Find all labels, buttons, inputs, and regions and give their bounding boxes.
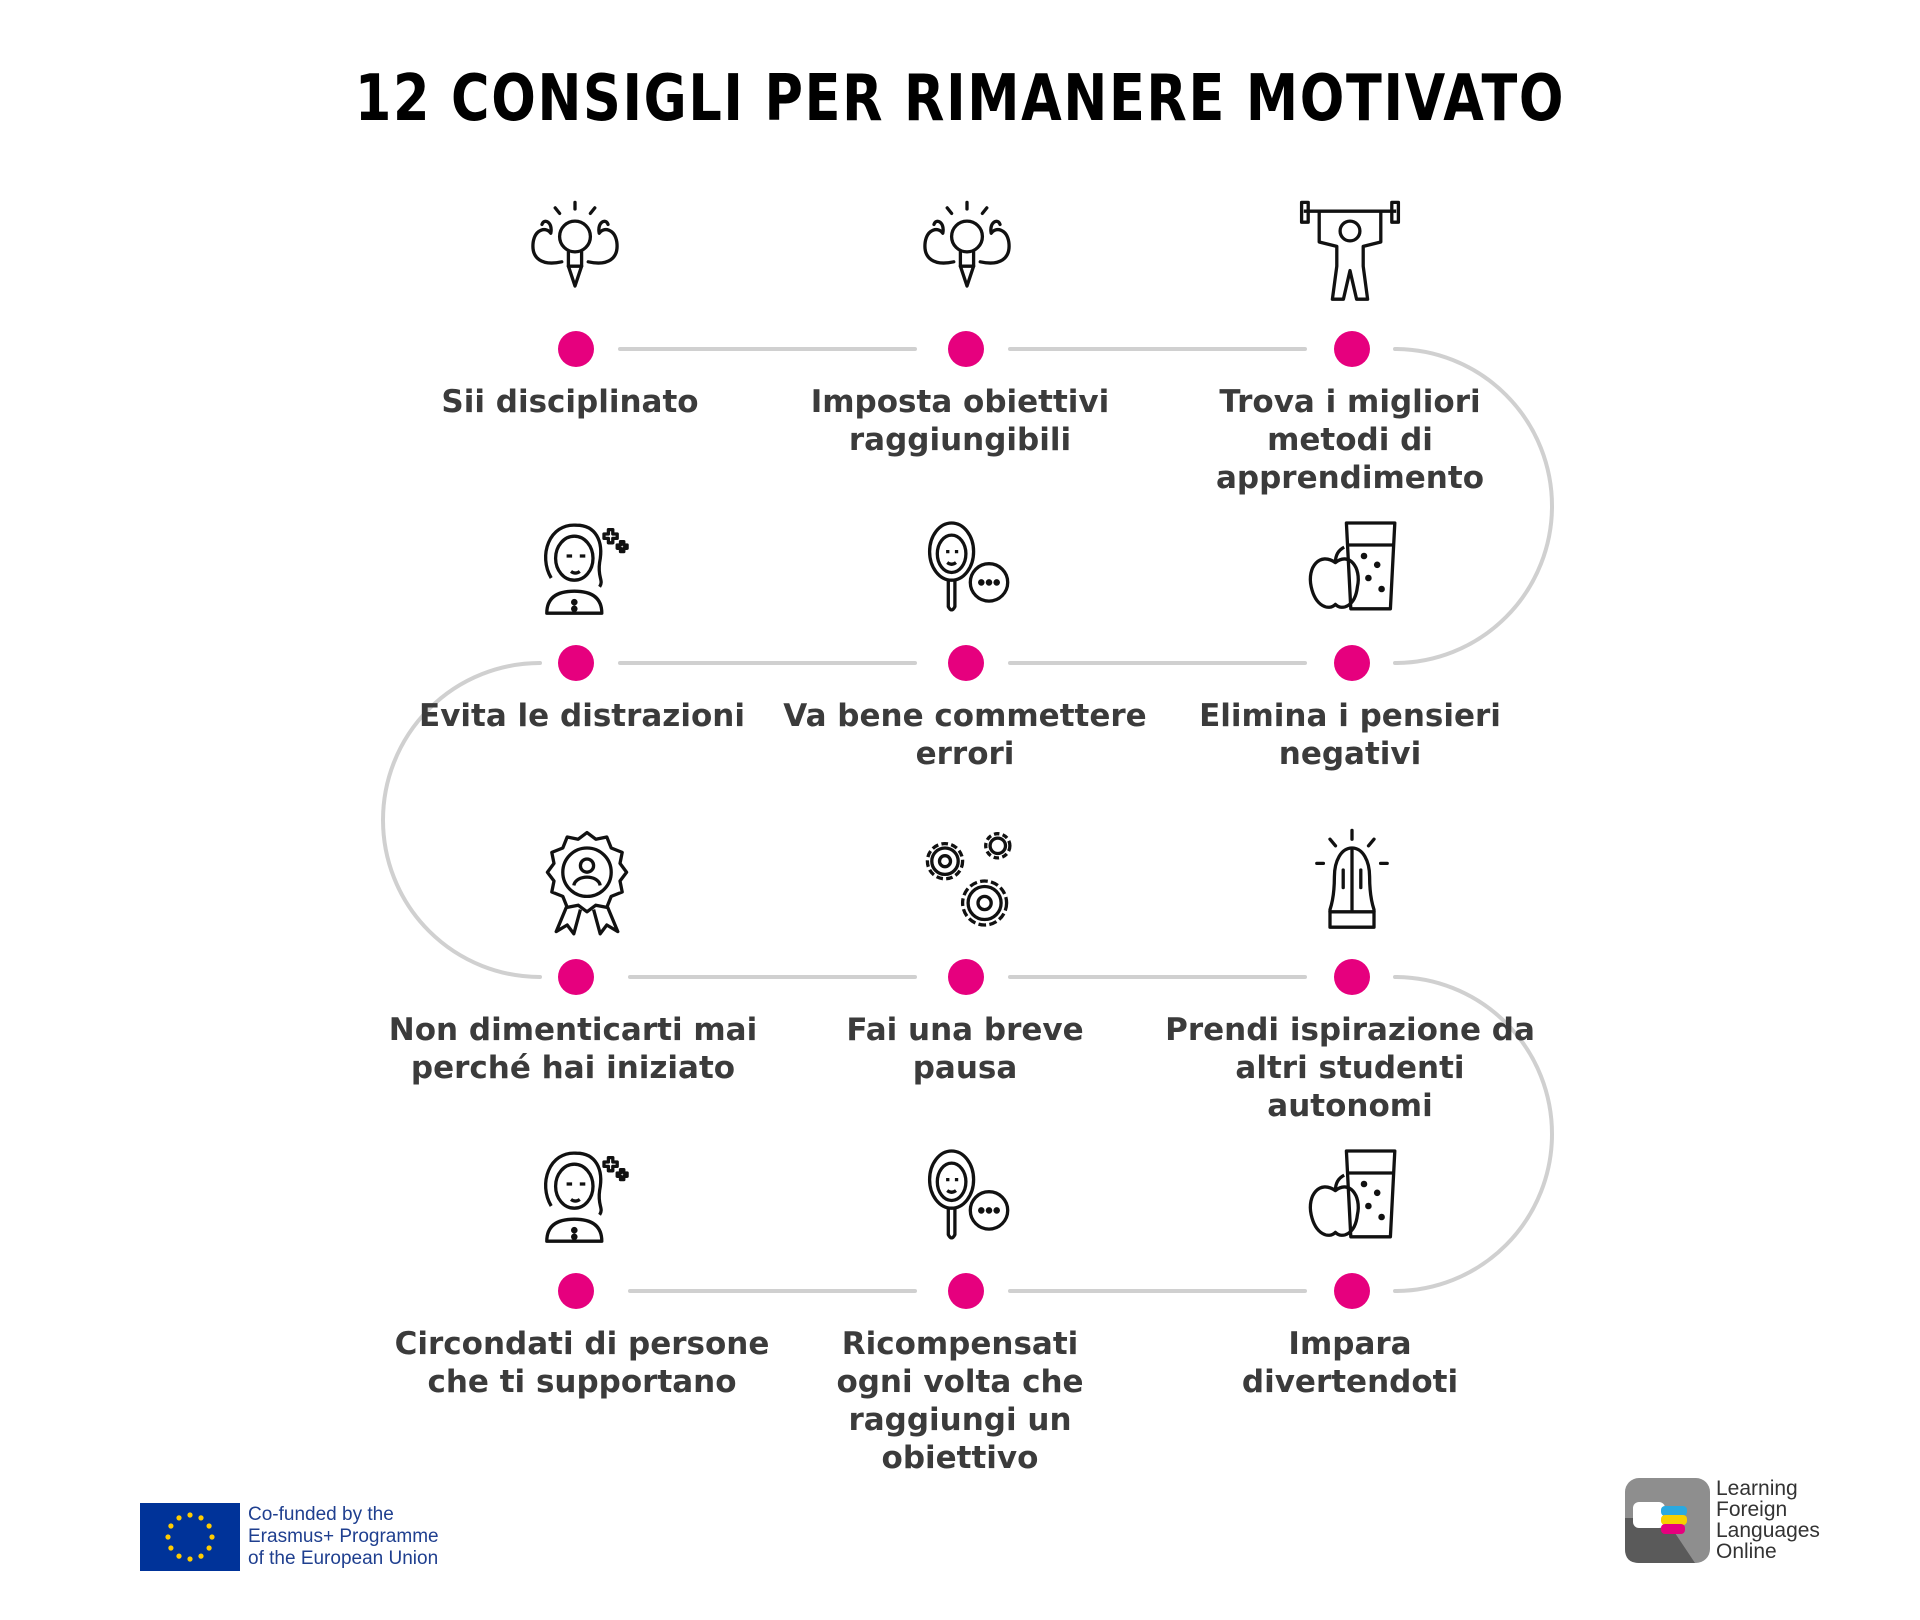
apple-juice-icon <box>1298 1140 1408 1250</box>
tip-label-3: Trova i migliori metodi di apprendimento <box>1215 384 1484 496</box>
tip-label-9: Prendi ispirazione da altri studenti autonomi <box>1165 1012 1535 1124</box>
eu-star <box>176 1515 181 1520</box>
woman-face-icon <box>527 512 637 622</box>
eu-star <box>168 1523 173 1528</box>
bulb-muscle-icon <box>520 198 630 308</box>
tip-label-2: Imposta obiettivi raggiungibili <box>810 384 1110 458</box>
timeline-dot-3 <box>1334 331 1370 367</box>
timeline-dot-10 <box>558 1273 594 1309</box>
award-ribbon-icon <box>532 826 642 936</box>
tip-label-1: Sii disciplinato <box>441 384 699 420</box>
mirror-speech-icon <box>912 1140 1022 1250</box>
bulb-muscle-icon <box>912 198 1022 308</box>
gears-icon <box>912 826 1022 936</box>
mirror-speech-icon <box>912 512 1022 622</box>
timeline-dot-1 <box>558 331 594 367</box>
eu-star <box>198 1554 203 1559</box>
timeline-dot-12 <box>1334 1273 1370 1309</box>
tip-label-5: Va bene commettere errori <box>783 698 1147 772</box>
lflo-logo-text: Learning Foreign Languages Online <box>1716 1477 1820 1563</box>
timeline-dot-9 <box>1334 959 1370 995</box>
eu-star <box>165 1534 170 1539</box>
tip-label-7: Non dimenticarti mai perché hai iniziato <box>388 1012 758 1086</box>
timeline-dot-11 <box>948 1273 984 1309</box>
timeline-dot-4 <box>558 645 594 681</box>
weightlifter-icon <box>1295 198 1405 308</box>
tip-label-6: Elimina i pensieri negativi <box>1199 698 1501 772</box>
eu-cofunded-text: Co-funded by the Erasmus+ Programme of the European Union <box>248 1504 439 1569</box>
eu-star <box>209 1534 214 1539</box>
eu-star <box>207 1545 212 1550</box>
eu-flag-icon <box>140 1503 240 1571</box>
eu-star <box>176 1554 181 1559</box>
praying-hands-icon <box>1297 826 1407 936</box>
timeline-dot-7 <box>558 959 594 995</box>
eu-star <box>187 1556 192 1561</box>
timeline-dot-8 <box>948 959 984 995</box>
tip-label-4: Evita le distrazioni <box>419 698 745 734</box>
timeline-dot-6 <box>1334 645 1370 681</box>
tip-label-10: Circondati di persone che ti supportano <box>394 1326 770 1400</box>
tip-label-11: Ricompensati ogni volta che raggiungi un obiettivo <box>836 1326 1084 1476</box>
lflo-logo-icon <box>1625 1478 1710 1563</box>
eu-star <box>207 1523 212 1528</box>
eu-star <box>198 1515 203 1520</box>
eu-star <box>168 1545 173 1550</box>
eu-star <box>187 1512 192 1517</box>
woman-face-icon <box>527 1140 637 1250</box>
timeline-dot-5 <box>948 645 984 681</box>
tip-label-8: Fai una breve pausa <box>846 1012 1084 1086</box>
timeline-dot-2 <box>948 331 984 367</box>
tip-label-12: Impara divertendoti <box>1241 1326 1459 1400</box>
page-title: 12 CONSIGLI PER RIMANERE MOTIVATO <box>354 62 1566 136</box>
apple-juice-icon <box>1298 512 1408 622</box>
